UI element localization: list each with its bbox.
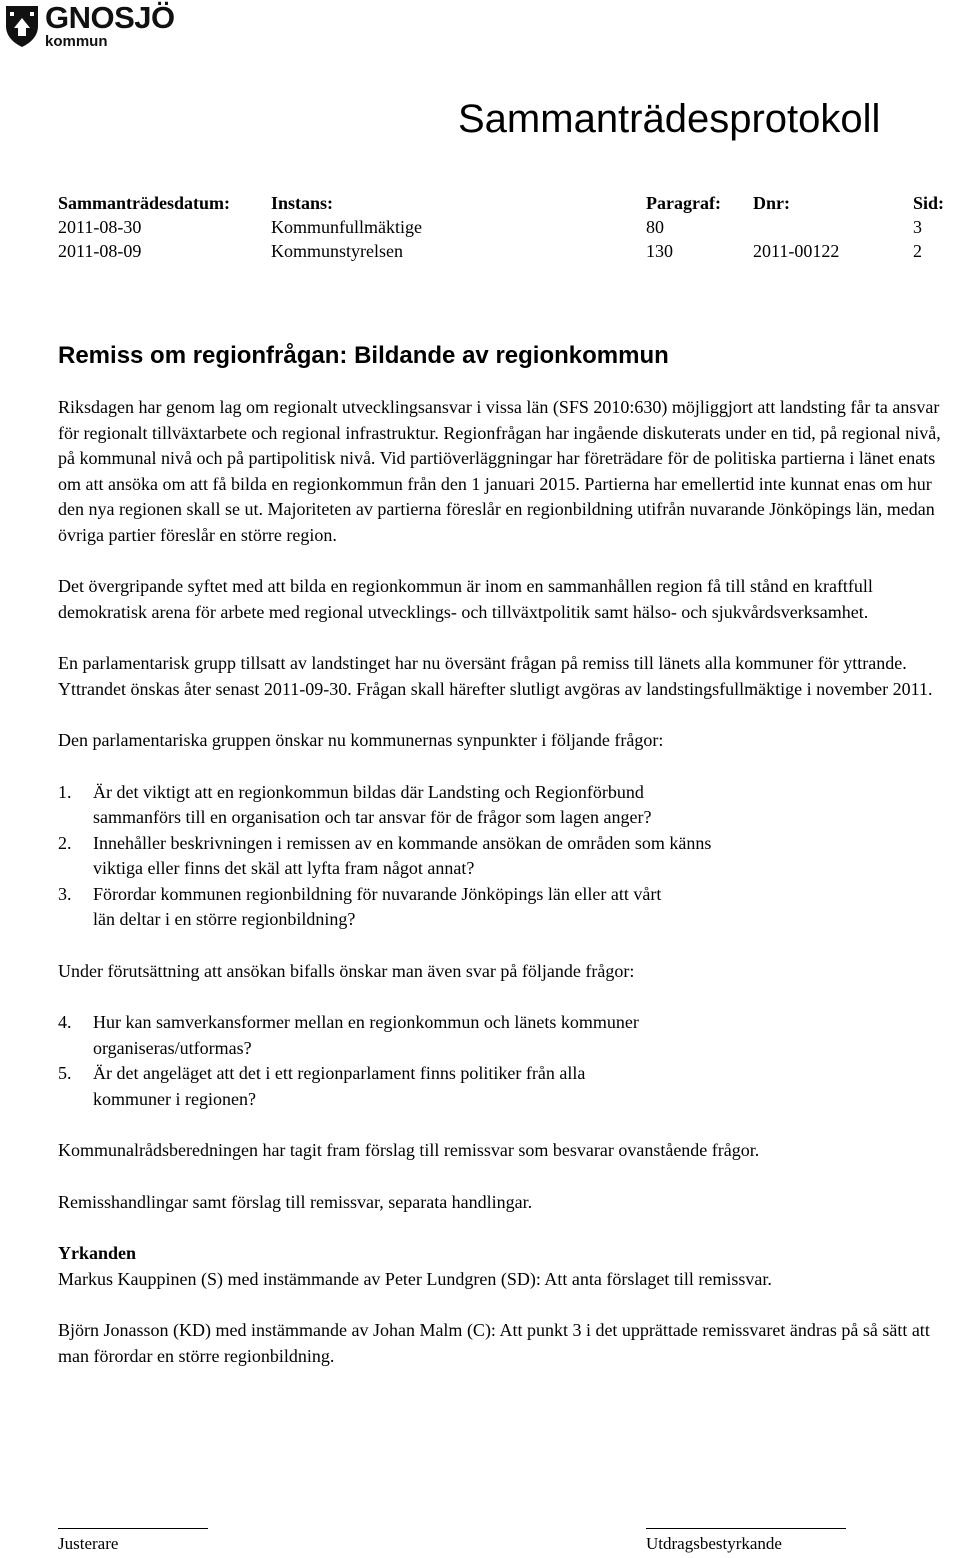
question-number: 5. [58, 1063, 72, 1083]
row-dnr: 2011-00122 [753, 241, 840, 261]
meeting-info-row [0, 239, 960, 263]
gnosjo-logo [4, 0, 175, 52]
logo-subtitle: kommun [45, 33, 108, 50]
question-number: 1. [58, 781, 72, 802]
signature-line-justerare [58, 1528, 208, 1529]
row-instance: Kommunfullmäktige [271, 217, 422, 237]
signature-line-utdragsbestyrkande [646, 1528, 846, 1529]
row-instance: Kommunstyrelsen [271, 241, 403, 261]
paragraph-additional-questions-intro: Under förutsättning att ansökan bifalls önskar man även svar på följande frågor: [58, 960, 635, 981]
question-line: Är det angeläget att det i ett regionparlament finns politiker från alla [93, 1063, 586, 1083]
yrkande-1: Markus Kauppinen (S) med instämmande av Peter Lundgren (SD): Att anta förslaget till remissvar. [58, 1268, 772, 1289]
question-item [58, 831, 958, 882]
logo-name: GNOSJÖ [45, 0, 175, 35]
question-line: organiseras/utformas? [93, 1037, 252, 1058]
question-line: viktiga eller finns det skäl att lyfta fram något annat? [93, 858, 475, 878]
row-page: 3 [913, 217, 922, 237]
row-paragraph: 130 [646, 241, 673, 261]
yrkande-2: Björn Jonasson (KD) med instämmande av Johan Malm (C): Att punkt 3 i det upprättade remissvaret ändras på så sätt att man förordar en större regionbildning. [58, 1320, 930, 1366]
paragraph-questions-intro: Den parlamentariska gruppen önskar nu kommunernas synpunkter i följande frågor: [58, 730, 664, 750]
coat-of-arms-icon [4, 4, 40, 48]
question-line: Innehåller beskrivningen i remissen av en kommande ansökan de områden som känns [93, 832, 712, 853]
question-number: 2. [58, 832, 72, 853]
paragraph-remiss: En parlamentarisk grupp tillsatt av landstinget har nu översänt frågan på remiss till länets alla kommuner för yttrande. Yttrandet önskas åter senast 2011-09-30. Frågan skall härefter slutligt avgöras av landstingsfullmäktige i november 2011. [58, 653, 933, 699]
question-item [58, 780, 958, 831]
footer-utdragsbestyrkande: Utdragsbestyrkande [646, 1534, 782, 1553]
header-date: Sammanträdesdatum: [58, 193, 231, 213]
meeting-info-table [0, 191, 960, 263]
row-date: 2011-08-09 [58, 241, 142, 261]
footer-justerare: Justerare [58, 1534, 119, 1553]
question-item [58, 882, 958, 933]
question-line: län deltar i en större regionbildning? [93, 909, 356, 929]
meeting-info-row [0, 215, 960, 239]
section-title: Remiss om regionfrågan: Bildande av regionkommun [58, 342, 669, 369]
row-paragraph: 80 [646, 217, 664, 237]
header-dnr: Dnr: [753, 193, 790, 213]
protocol-body [58, 395, 958, 1369]
header-paragraph: Paragraf: [646, 193, 721, 213]
paragraph-documents: Remisshandlingar samt förslag till remissvar, separata handlingar. [58, 1191, 533, 1212]
meeting-info-header-row [0, 191, 960, 215]
question-line: Hur kan samverkansformer mellan en regionkommun och länets kommuner [93, 1012, 639, 1032]
paragraph-proposal: Kommunalrådsberedningen har tagit fram förslag till remissvar som besvarar ovanstående frågor. [58, 1140, 760, 1160]
question-number: 4. [58, 1012, 72, 1032]
question-item [58, 1061, 958, 1112]
question-line: sammanförs till en organisation och tar ansvar för de frågor som lagen anger? [93, 807, 652, 827]
row-date: 2011-08-30 [58, 217, 142, 237]
question-line: Förordar kommunen regionbildning för nuvarande Jönköpings län eller att vårt [93, 883, 662, 904]
question-line: Är det viktigt att en regionkommun bildas där Landsting och Regionförbund [93, 781, 644, 802]
paragraph-purpose: Det övergripande syftet med att bilda en regionkommun är inom en sammanhållen region få till stånd en kraftfull demokratisk arena för arbete med regional utvecklings- och tillväxtpolitik samt hälso- och sjukvårdsverksamhet. [58, 576, 873, 622]
header-page: Sid: [913, 193, 945, 213]
row-page: 2 [913, 241, 922, 261]
question-line: kommuner i regionen? [93, 1088, 256, 1109]
document-title: Sammanträdesprotokoll [458, 97, 881, 141]
paragraph-background: Riksdagen har genom lag om regionalt utvecklingsansvar i vissa län (SFS 2010:630) möjliggjort att landsting får ta ansvar för regionalt tillväxtarbete och regional infrastruktur. Regionfrågan har ingående diskuterats under en tid, på regional nivå, på kommunal nivå och på partipolitisk nivå. Vid partiöverläggningar har företrädare för de politiska partierna i länet enats om att ansöka om att få bilda en regionkommun från den 1 januari 2015. Partierna har emellertid inte kunnat enas om hur den nya regionen skall se ut. Majoriteten av partierna föreslår en regionbildning utifrån nuvarande Jönköpings län, medan övriga partier föreslår en större region. [58, 397, 941, 545]
yrkanden-heading: Yrkanden [58, 1243, 137, 1263]
header-instance: Instans: [271, 193, 334, 213]
question-item [58, 1010, 958, 1061]
question-number: 3. [58, 883, 72, 904]
